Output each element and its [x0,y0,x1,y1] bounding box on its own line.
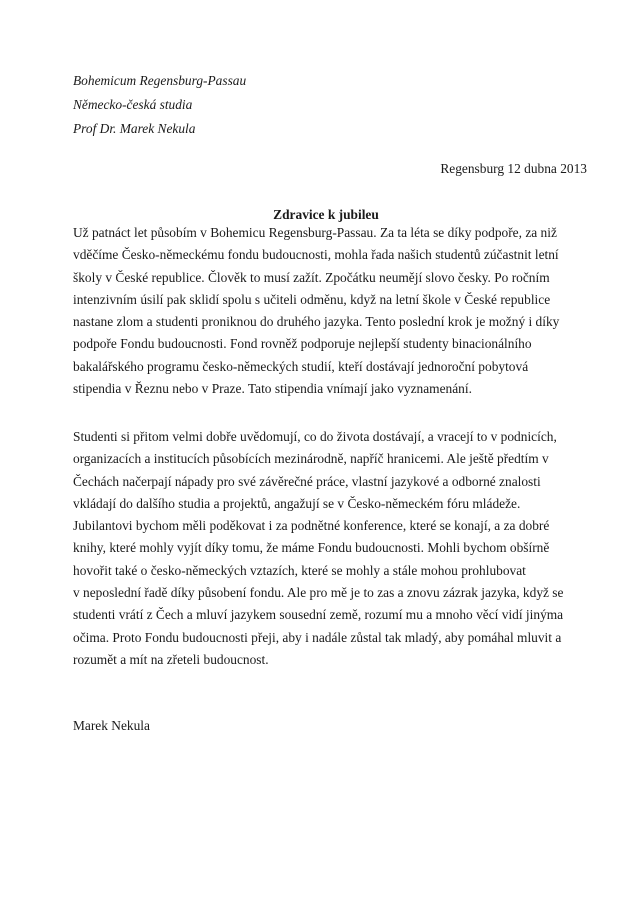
paragraph-line: vděčíme Česko-německému fondu budoucnosti, mohla řada našich studentů zúčastnit letní [73,247,559,263]
letter-title: Zdravice k jubileu [273,207,379,222]
paragraph-line: podpoře Fondu budoucnosti. Fond rovněž podporuje nejlepší studenty binacionálního [73,336,532,352]
paragraph-line: studenti vrátí z Čech a mluví jazykem sousední země, rozumí mu a mnoho věcí vidí jinýma [73,607,564,623]
paragraph-line: Jubilantovi bychom měli poděkovat i za podnětné konference, které se konají, a za dobré [73,518,550,534]
letterhead-institution: Bohemicum Regensburg-Passau [73,73,247,88]
paragraph-line: vkládají do dalšího studia a projektů, angažují se v Česko-německém fóru mládeže. [73,495,521,511]
signature: Marek Nekula [73,718,150,733]
paragraph-line: školy v České republice. Člověk to musí zažít. Zpočátku neumějí slovo česky. Po ročním [73,269,550,285]
paragraph-line: organizacích a institucích působících mezinárodně, napříč hranicemi. Ale ještě předtím v [73,451,549,467]
paragraph-line: rozumět a mít na zřeteli budoucnost. [73,651,269,667]
letterhead [73,69,246,141]
paragraph-line: Čechách načerpají nápady pro své závěrečné práce, vlastní jazykové a odborné znalosti [73,473,541,489]
letter-date: Regensburg 12 dubna 2013 [440,161,587,176]
paragraph-line: Studenti si přitom velmi dobře uvědomují, co do života dostávají, a vracejí to v podnicích, [73,429,557,444]
paragraph-line: stipendia v Řeznu nebo v Praze. Tato stipendia vnímají jako vyznamenání. [73,381,472,397]
letterhead-department: Německo-česká studia [73,97,193,112]
paragraph-line: hovořit také o česko-německých vztazích, které se mohly a stále mohou prohlubovat [73,562,526,578]
paragraph-line: bakalářského programu česko-německých studií, kteří dostávají jednoroční pobytová [73,358,529,374]
paragraph-line: Už patnáct let působím v Bohemicu Regensburg-Passau. Za ta léta se díky podpoře, za niž [73,225,557,240]
paragraph-line: očima. Proto Fondu budoucnosti přeji, aby i nadále zůstal tak mladý, aby pomáhal mluvit a [73,629,562,645]
paragraph-line: v neposlední řadě díky působení fondu. Ale pro mě je to zas a znovu zázrak jazyka, když se [73,585,564,601]
paragraph-2 [73,426,593,671]
paragraph-1 [73,222,593,400]
paragraph-line: intenzivním úsilí pak sklidí spolu s učiteli odměnu, když na letní škole v České republice [73,291,551,307]
paragraph-line: nastane zlom a studenti proniknou do druhého jazyka. Tento poslední krok je možný i díky [73,314,560,330]
paragraph-line: knihy, které mohly vyjít díky tomu, že máme Fondu budoucnosti. Mohli bychom obšírně [73,540,550,556]
letterhead-author: Prof Dr. Marek Nekula [73,121,196,136]
